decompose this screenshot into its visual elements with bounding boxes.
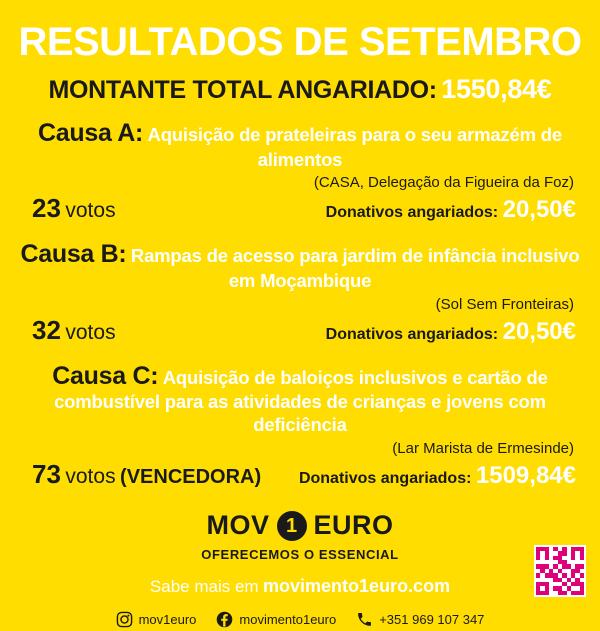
social-handle: movimento1euro: [239, 612, 337, 627]
logo-word-right: EURO: [313, 510, 394, 540]
votes-number: 73: [32, 459, 61, 489]
cause-heading: [14, 240, 586, 292]
poster: [0, 22, 600, 631]
social-handle: mov1euro: [138, 612, 197, 627]
social-phone[interactable]: [356, 611, 484, 628]
cause-footer: [14, 315, 586, 346]
donation-label: Donativos angariados:: [325, 325, 499, 343]
social-links: [14, 611, 586, 628]
cause-name: Causa B:: [20, 240, 127, 269]
votes-number: 23: [32, 193, 61, 224]
cause-description: Rampas de acesso para jardim de infância inclusivo em Moçambique: [130, 245, 580, 291]
cause-name: Causa C:: [52, 361, 159, 390]
instagram-icon: [116, 611, 133, 628]
cause-votes: [32, 459, 261, 490]
total-raised: [14, 76, 586, 103]
donation-label: Donativos angariados:: [298, 470, 472, 487]
cause-item: [14, 240, 586, 345]
social-instagram[interactable]: [116, 611, 197, 628]
cause-description: Aquisição de prateleiras para o seu armazém de alimentos: [147, 124, 562, 170]
cause-votes: [32, 315, 116, 346]
brand-logo: [14, 510, 586, 562]
total-raised-label: MONTANTE TOTAL ANGARIADO:: [48, 76, 437, 104]
more-info: [14, 576, 586, 597]
qr-code[interactable]: [534, 545, 586, 597]
cause-organization: (CASA, Delegação da Figueira da Foz): [313, 174, 574, 192]
logo-word-left: MOV: [206, 510, 270, 540]
donation-amount: 1509,84€: [475, 462, 576, 489]
social-handle: +351 969 107 347: [379, 612, 485, 627]
cause-donation: [299, 462, 576, 490]
donation-amount: 20,50€: [502, 317, 576, 345]
cause-footer: [14, 193, 586, 224]
cause-donation: [326, 196, 576, 224]
votes-label: votos: [65, 199, 116, 223]
brand-tagline: OFERECEMOS O ESSENCIAL: [201, 547, 399, 562]
cause-votes: [32, 193, 116, 224]
page-title: RESULTADOS DE SETEMBRO: [18, 20, 582, 64]
qr-code-pattern: [536, 547, 584, 595]
cause-organization: (Lar Marista de Ermesinde): [392, 440, 574, 457]
total-raised-amount: 1550,84€: [441, 74, 552, 104]
coin-icon: 1: [277, 511, 307, 541]
votes-label: votos: [65, 465, 116, 488]
cause-description: Aquisição de baloiços inclusivos e cartão de combustível para as atividades de crianças e jovens com deficiência: [54, 366, 548, 436]
votes-number: 32: [32, 314, 61, 345]
logo-row: [14, 510, 586, 541]
social-facebook[interactable]: [216, 611, 336, 628]
votes-label: votos: [65, 320, 116, 344]
phone-icon: [356, 611, 373, 628]
cause-heading: [14, 362, 586, 437]
cause-organization: (Sol Sem Fronteiras): [435, 295, 574, 313]
cause-name: Causa A:: [38, 119, 144, 147]
cause-item: [14, 119, 586, 224]
cause-donation: [326, 318, 576, 346]
facebook-icon: [216, 611, 233, 628]
cause-footer: [14, 459, 586, 490]
website-link[interactable]: movimento1euro.com: [263, 576, 451, 596]
donation-label: Donativos angariados:: [325, 204, 499, 222]
cause-heading: [14, 119, 586, 171]
winner-badge: (VENCEDORA): [120, 466, 262, 488]
cause-item: [14, 362, 586, 490]
donation-amount: 20,50€: [502, 196, 576, 224]
more-info-prefix: Sabe mais em: [149, 577, 259, 596]
